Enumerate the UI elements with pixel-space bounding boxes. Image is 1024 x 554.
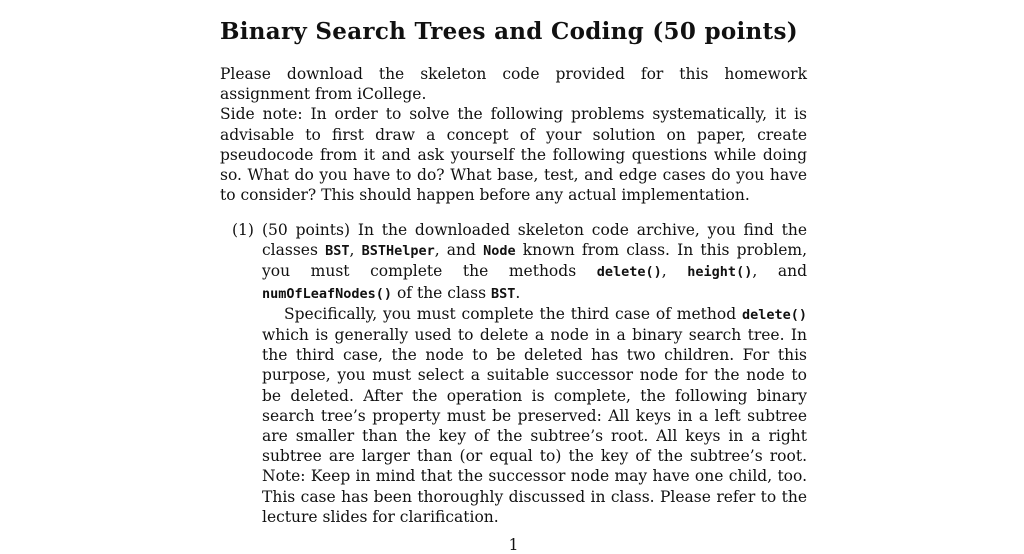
text-run: , bbox=[349, 241, 362, 260]
download-instruction: Please download the skeleton code provided for this homework assignment from iCollege. bbox=[220, 65, 807, 104]
problem-paragraph-2 bbox=[262, 304, 807, 527]
method-name-numofleafnodes: numOfLeafNodes() bbox=[262, 285, 393, 302]
method-name-height: height() bbox=[687, 264, 753, 281]
text-run: known from class. In this problem, you must complete the methods bbox=[262, 241, 807, 281]
class-name-bst: BST bbox=[325, 243, 350, 260]
page-number: 1 bbox=[508, 536, 519, 554]
problem-item bbox=[232, 220, 807, 527]
text-run: , and bbox=[434, 241, 484, 260]
section-title: Binary Search Trees and Coding (50 points) bbox=[220, 18, 798, 45]
text-run: Specifically, you must complete the third case of method bbox=[284, 304, 742, 323]
side-note: Side note: In order to solve the following problems systematically, it is advisable to first draw a concept of your solution on paper, create pseudocode from it and ask yourself the following questions while doing so. What do you have to do? What base, test, and edge cases do you have to consider? This should happen before any actual implementation. bbox=[220, 105, 807, 205]
text-run: , bbox=[661, 262, 688, 281]
problem-number: (1) bbox=[232, 221, 254, 239]
class-name-bst: BST bbox=[491, 285, 516, 302]
document-page bbox=[220, 0, 807, 552]
text-run: which is generally used to delete a node in a binary search tree. In the third case, the node to be deleted has two children. For this purpose, you must select a suitable successor node for the node to be deleted. After the operation is complete, the following binary search tree’s property must be preserved: All keys in a left subtree are smaller than the key of the subtree’s root. All keys in a right subtree are larger than (or equal to) the key of the subtree’s root. Note: Keep in mind that the successor node may have one child, too. This case has been thoroughly discussed in class. Please refer to the lecture slides for clarification. bbox=[262, 326, 807, 526]
text-run: , and bbox=[752, 262, 807, 281]
problem-body bbox=[262, 220, 807, 527]
text-run: (50 points) In the downloaded skeleton code archive, you find the classes bbox=[262, 221, 807, 260]
text-run: . bbox=[515, 283, 521, 302]
problem-paragraph-1 bbox=[262, 220, 807, 304]
intro-text bbox=[220, 64, 807, 205]
text-run: of the class bbox=[392, 283, 491, 302]
method-name-delete: delete() bbox=[741, 306, 807, 323]
class-name-node: Node bbox=[483, 243, 516, 260]
class-name-bsthelper: BSTHelper bbox=[361, 243, 435, 260]
method-name-delete: delete() bbox=[596, 264, 662, 281]
